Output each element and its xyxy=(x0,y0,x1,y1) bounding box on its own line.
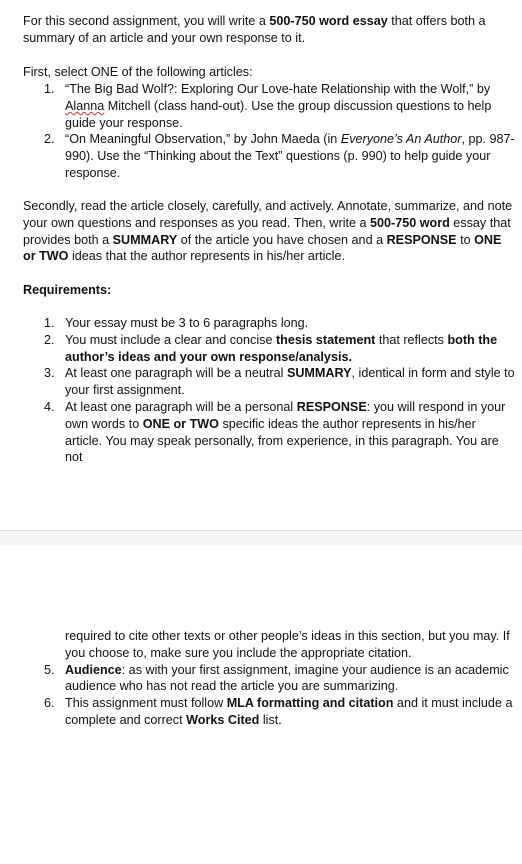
bold-mla: MLA formatting and citation xyxy=(226,696,394,711)
list-number: 3. xyxy=(44,366,55,381)
requirements-list-continued xyxy=(23,628,516,729)
list-number: 1. xyxy=(44,316,55,330)
article-item-1 xyxy=(23,81,516,131)
requirement-4-continuation: required to cite other texts or other people’s ideas in this section, but you may. If you choose to, make sure you include the appropriate citation. xyxy=(65,629,510,660)
book-title-italic: Everyone’s An Author xyxy=(340,132,462,147)
intro-bold-word-count: 500-750 word essay xyxy=(269,14,388,28)
bold-summary: SUMMARY xyxy=(286,366,352,381)
instructions-text: Secondly, read the article closely, carefully, and actively. Annotate, summarize, and note your own questions and responses as you read. Then, write a xyxy=(23,199,513,230)
bold-word-count: 500-750 word xyxy=(370,215,450,230)
bold-thesis-statement: thesis statement xyxy=(275,332,376,347)
requirements-heading xyxy=(23,282,516,299)
article-2-text: “On Meaningful Observation,” by John Maeda (in xyxy=(65,132,341,147)
intro-text-end: that offers both a summary of an article and your own response to it. xyxy=(23,14,486,45)
list-number: 5. xyxy=(44,662,55,677)
bold-one-or-two: ONE or TWO xyxy=(23,232,502,264)
requirement-1 xyxy=(23,315,516,332)
bold-audience: Audience xyxy=(65,662,122,677)
requirement-2-text: that reflects xyxy=(375,332,448,347)
requirements-list xyxy=(23,315,516,466)
bold-summary: SUMMARY xyxy=(112,232,178,247)
list-number: 2. xyxy=(44,132,55,147)
requirement-6-text: This assignment must follow xyxy=(65,696,227,711)
document-page-2 xyxy=(0,545,522,864)
requirement-2 xyxy=(23,332,516,366)
requirement-1-text: Your essay must be 3 to 6 paragraphs long. xyxy=(65,316,309,330)
requirement-4-text: At least one paragraph will be a personal xyxy=(65,399,297,414)
instructions-text: to xyxy=(456,232,475,247)
article-2-text-end: , pp. 987-990). Use the “Thinking about the Text” questions (p. 990) to help guide your response. xyxy=(65,132,515,180)
intro-text: For this second assignment, you will write a xyxy=(23,14,270,28)
article-list xyxy=(23,81,516,182)
article-item-2 xyxy=(23,131,516,181)
list-number: 2. xyxy=(44,332,55,347)
intro-paragraph xyxy=(23,13,516,47)
requirement-4-text-end: specific ideas the author represents in his/her article. You may speak personally, from experience, in this paragraph. You are not xyxy=(65,416,499,465)
list-number: 6. xyxy=(44,696,55,711)
requirement-6-text-end: list. xyxy=(259,712,282,727)
instructions-text-end: ideas that the author represents in his/her article. xyxy=(68,249,345,264)
bold-both-ideas: both the author’s ideas and your own response/analysis. xyxy=(65,332,498,364)
requirement-2-text: You must include a clear and concise xyxy=(65,332,276,347)
page-break-gap xyxy=(0,530,522,546)
bold-response: RESPONSE xyxy=(296,399,367,414)
article-1-text: “The Big Bad Wolf?: Exploring Our Love-hate Relationship with the Wolf,” by xyxy=(65,82,491,96)
requirement-4-continued xyxy=(23,628,516,662)
select-lead: First, select ONE of the following articles: xyxy=(23,65,253,79)
requirement-3-text-end: , identical in form and style to your first assignment. xyxy=(65,366,515,398)
requirement-3 xyxy=(23,365,516,399)
requirements-heading-text: Requirements: xyxy=(23,283,112,297)
instructions-paragraph xyxy=(23,198,516,265)
bold-response: RESPONSE xyxy=(386,232,457,247)
instructions-text: essay that provides both a xyxy=(23,215,511,247)
list-number: 4. xyxy=(44,399,55,414)
author-name-underlined: Alanna xyxy=(65,98,105,113)
requirement-3-text: At least one paragraph will be a neutral xyxy=(65,366,287,381)
article-1-text-end: Mitchell (class hand-out). Use the group discussion questions to help guide your response. xyxy=(65,98,492,130)
bold-one-or-two: ONE or TWO xyxy=(142,416,219,431)
instructions-text: of the article you have chosen and a xyxy=(177,232,387,247)
requirement-4-text: : you will respond in your own words to xyxy=(65,399,506,431)
list-number: 1. xyxy=(44,82,55,96)
requirement-6 xyxy=(23,695,516,729)
requirement-5-text: : as with your first assignment, imagine your audience is an academic audience who has not read the article you are summarizing. xyxy=(65,662,509,694)
requirement-6-text: and it must include a complete and correct xyxy=(65,696,513,727)
requirement-4 xyxy=(23,399,516,466)
requirement-5 xyxy=(23,662,516,696)
bold-works-cited: Works Cited xyxy=(186,712,260,727)
